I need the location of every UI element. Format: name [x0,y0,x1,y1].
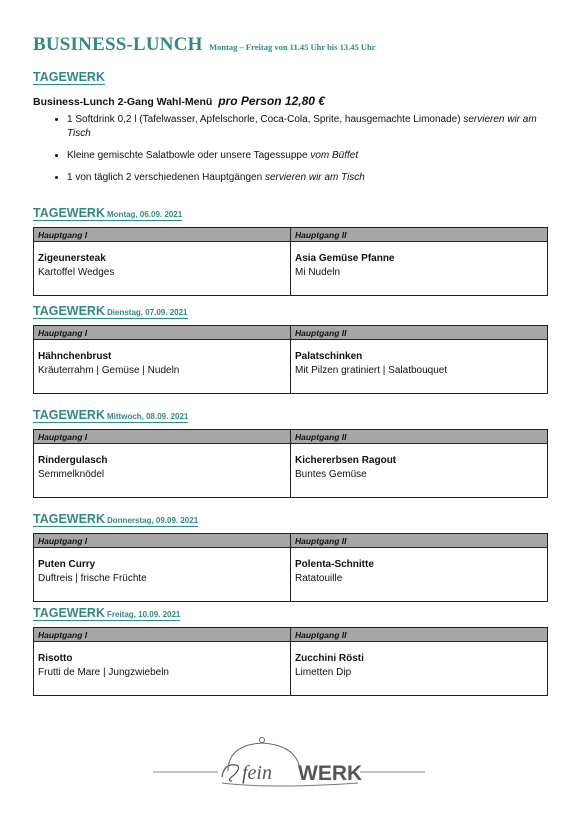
day-heading: TAGEWERK Dienstag, 07.09. 2021 [33,304,188,318]
page-title [33,34,375,56]
opening-hours: Montag – Freitag von 11.45 Uhr bis 13.45 Uhr [209,42,376,52]
logo-script-text: fein [242,762,272,784]
column-header: Hauptgang I [34,326,291,340]
dish-cell: Rindergulasch Semmelknödel [34,444,291,498]
day-date: Freitag, 10.09. 2021 [107,610,181,619]
day-heading: TAGEWERK Mittwoch, 08.09. 2021 [33,408,189,422]
menu-offer [33,94,325,108]
day-wednesday [33,406,548,498]
dish-table [33,325,548,394]
column-header: Hauptgang II [291,326,548,340]
day-date: Mittwoch, 08.09. 2021 [107,412,189,421]
day-heading: TAGEWERK Freitag, 10.09. 2021 [33,606,181,620]
dish-table [33,627,548,696]
list-item: • Kleine gemischte Salatbowle oder unsere Tagessuppe vom Büffet [67,149,562,163]
dish-table [33,227,548,296]
day-heading: TAGEWERK Montag, 06.09. 2021 [33,206,183,220]
column-header: Hauptgang II [291,228,548,242]
day-thursday [33,510,548,602]
column-header: Hauptgang I [34,628,291,642]
menu-text: Business-Lunch 2-Gang Wahl-Menü [33,96,213,108]
day-date: Montag, 06.09. 2021 [107,210,183,219]
menu-price: pro Person 12,80 € [218,94,325,108]
list-item: • 1 Softdrink 0,2 l (Tafelwasser, Apfelschorle, Coca-Cola, Sprite, hausgemachte Limonade) servieren wir am Tisch [67,113,562,141]
day-monday [33,204,548,296]
column-header: Hauptgang II [291,628,548,642]
dish-cell: Kichererbsen Ragout Buntes Gemüse [291,444,548,498]
brand-logo [150,735,430,795]
intro-section-heading: TAGEWERK [33,70,105,84]
dish-cell: Zucchini Rösti Limetten Dip [291,642,548,696]
column-header: Hauptgang I [34,430,291,444]
list-item: • 1 von täglich 2 verschiedenen Hauptgängen servieren wir am Tisch [67,171,562,185]
logo-bold-text: WERK [298,762,363,785]
dish-cell: Puten Curry Duftreis | frische Früchte [34,548,291,602]
dish-cell: Polenta-Schnitte Ratatouille [291,548,548,602]
day-tuesday [33,302,548,394]
column-header: Hauptgang II [291,534,548,548]
day-friday [33,604,548,696]
day-date: Dienstag, 07.09. 2021 [107,308,188,317]
cloche-logo-icon [150,735,430,795]
column-header: Hauptgang I [34,534,291,548]
menu-includes-list [50,113,562,193]
dish-cell: Asia Gemüse Pfanne Mi Nudeln [291,242,548,296]
dish-cell: Palatschinken Mit Pilzen gratiniert | Salatbouquet [291,340,548,394]
title-text: BUSINESS-LUNCH [33,34,203,55]
dish-table [33,533,548,602]
day-heading: TAGEWERK Donnerstag, 09.09. 2021 [33,512,199,526]
day-date: Donnerstag, 09.09. 2021 [107,516,199,525]
column-header: Hauptgang II [291,430,548,444]
dish-cell: Risotto Frutti de Mare | Jungzwiebeln [34,642,291,696]
dish-cell: Zigeunersteak Kartoffel Wedges [34,242,291,296]
column-header: Hauptgang I [34,228,291,242]
dish-cell: Hähnchenbrust Kräuterrahm | Gemüse | Nudeln [34,340,291,394]
dish-table [33,429,548,498]
